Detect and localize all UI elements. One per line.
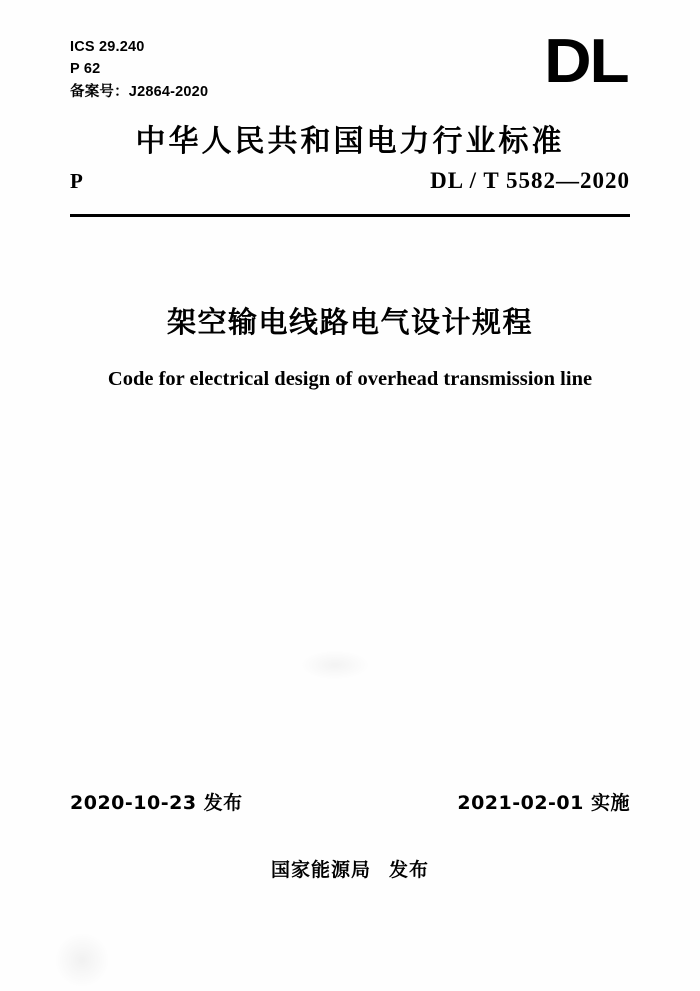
classification-code: P 62 — [70, 61, 101, 78]
publisher-action: 发布 — [389, 859, 430, 881]
publisher-line — [70, 855, 630, 882]
series-title: 中华人民共和国电力行业标准 — [135, 124, 565, 159]
record-number: 备案号：J2864-2020 — [70, 83, 209, 100]
page-smudge-mark — [300, 650, 370, 680]
publisher-name: 国家能源局 — [270, 859, 371, 881]
ics-number: ICS 29.240 — [70, 39, 145, 55]
ics-block — [70, 36, 208, 103]
header-row — [70, 27, 630, 103]
dates-row — [70, 788, 630, 815]
document-title-english: Code for electrical design of overhead transmission line — [107, 368, 593, 390]
issue-date: 2020-10-23 发布 — [70, 792, 243, 814]
effective-date: 2021-02-01 实施 — [457, 792, 630, 814]
dl-logo: DL — [544, 27, 628, 96]
document-title-chinese: 架空输电线路电气设计规程 — [166, 305, 533, 339]
category-letter: P — [70, 169, 83, 193]
standard-code: DL / T 5582—2020 — [430, 168, 630, 193]
code-row — [70, 168, 630, 194]
page-corner-mark — [52, 930, 112, 990]
header-divider — [70, 214, 630, 217]
